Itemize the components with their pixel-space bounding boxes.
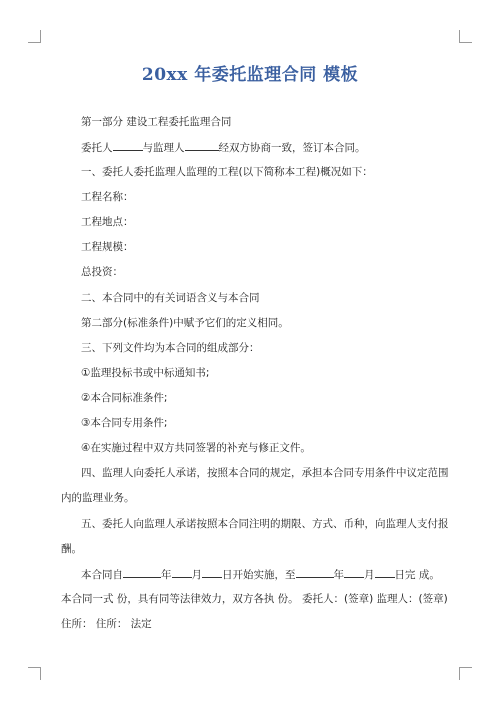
section3-item: ③本合同专用条件; <box>81 417 168 429</box>
section3-item: ④在实施过程中双方共同签署的补充与修正文件。 <box>81 442 311 454</box>
section4-line1: 四、监理人向委托人承诺，按照本合同的规定，承担本合同专用条件中议定范围 <box>81 467 449 479</box>
project-name-field: 工程名称： <box>81 191 134 203</box>
term-prefix: 本合同自 <box>81 569 123 581</box>
section3-heading: 三、下列文件均为本合同的组成部分： <box>81 342 260 354</box>
crop-mark-bottom-left <box>28 667 41 680</box>
start-month-blank <box>172 567 192 578</box>
project-scale-field: 工程规模： <box>81 241 134 253</box>
parties-line <box>81 140 366 155</box>
client-label: 委托人 <box>81 142 113 154</box>
section5-line2: 酬。 <box>61 543 82 555</box>
section4-line2: 内的监理业务。 <box>61 492 135 504</box>
document-title: 20xx 年委托监理合同 模板 <box>141 65 359 85</box>
supervisor-blank <box>185 140 219 151</box>
supervisor-label: 与监理人 <box>142 142 185 154</box>
term-year2: 年 <box>333 569 344 581</box>
total-investment-field: 总投资： <box>81 266 123 278</box>
term-month1: 月 <box>191 569 202 581</box>
term-year1: 年 <box>161 569 172 581</box>
crop-mark-bottom-right <box>459 667 472 680</box>
start-day-blank <box>202 567 222 578</box>
project-location-field: 工程地点： <box>81 216 134 228</box>
section1-heading: 一、委托人委托监理人监理的工程(以下简称本工程)概况如下： <box>81 166 373 178</box>
agreement-text: 经双方协商一致，签订本合同。 <box>218 142 366 154</box>
contract-term-line <box>81 567 440 582</box>
section5-line1: 五、委托人向监理人承诺按照本合同注明的期限、方式、币种，向监理人支付报 <box>81 518 449 530</box>
term-month2: 月 <box>364 569 375 581</box>
copies-signature-line: 本合同一式 份，具有同等法律效力，双方各执 份。 委托人：(签章) 监理人：(签章) <box>61 593 448 605</box>
term-start: 日开始实施，至 <box>222 569 296 581</box>
section2-text: 第二部分(标准条件)中赋予它们的定义相同。 <box>81 317 289 329</box>
end-day-blank <box>375 567 395 578</box>
part1-heading: 第一部分 建设工程委托监理合同 <box>81 116 232 128</box>
section3-item: ①监理投标书或中标通知书; <box>81 367 210 379</box>
end-year-blank <box>296 567 334 578</box>
crop-mark-top-left <box>28 30 41 43</box>
client-blank <box>113 140 143 151</box>
crop-mark-top-right <box>459 30 472 43</box>
term-end: 日完 成。 <box>394 569 440 581</box>
start-year-blank <box>123 567 161 578</box>
address-line: 住所： 住所： 法定 <box>61 618 152 630</box>
end-month-blank <box>344 567 364 578</box>
section3-item: ②本合同标准条件; <box>81 392 168 404</box>
section2-heading: 二、本合同中的有关词语含义与本合同 <box>81 292 260 304</box>
